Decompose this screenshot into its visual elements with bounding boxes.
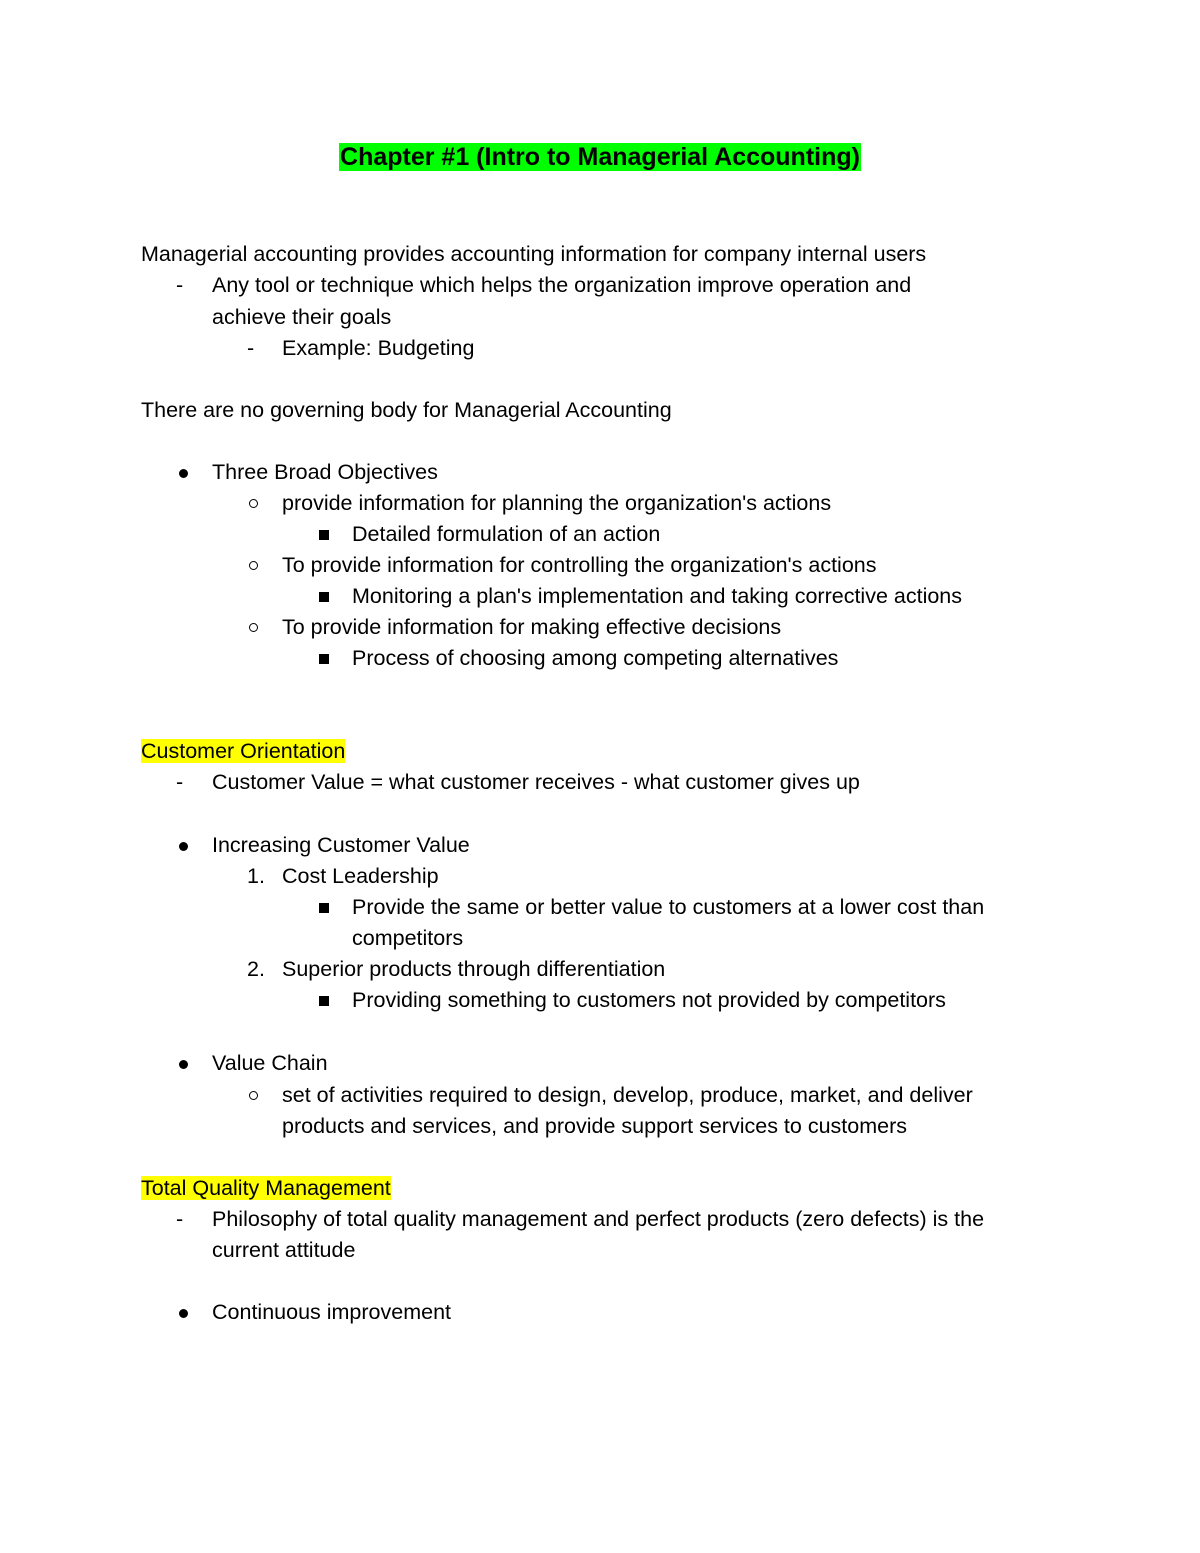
number-marker: 2. xyxy=(247,957,265,981)
bullet-square-icon xyxy=(319,592,329,602)
bullet-circle-icon xyxy=(249,623,258,632)
objectives-heading: Three Broad Objectives xyxy=(212,460,438,484)
bullet-circle-icon xyxy=(249,561,258,570)
bullet-disc-icon xyxy=(179,1060,188,1069)
continuous-improvement: Continuous improvement xyxy=(212,1300,452,1324)
dash-marker: - xyxy=(176,273,184,297)
bullet-disc-icon xyxy=(179,842,188,851)
cost-leadership-detail-line1: Provide the same or better value to customers at a lower cost than xyxy=(352,895,985,919)
value-chain: Value Chain xyxy=(212,1051,328,1075)
bullet-circle-icon xyxy=(249,1091,258,1100)
governing-paragraph: There are no governing body for Managerial Accounting xyxy=(141,398,672,422)
dash-marker: - xyxy=(247,336,255,360)
bullet-circle-icon xyxy=(249,499,258,508)
customer-value-definition: Customer Value = what customer receives - what customer gives up xyxy=(212,770,860,794)
differentiation-detail: Providing something to customers not provided by competitors xyxy=(352,988,946,1012)
customer-orientation-highlight: Customer Orientation xyxy=(141,739,346,763)
tqm-highlight: Total Quality Management xyxy=(141,1176,391,1200)
dash-marker: - xyxy=(176,1207,184,1231)
objective-subitem: Detailed formulation of an action xyxy=(352,522,661,546)
value-chain-detail-line2: products and services, and provide support services to customers xyxy=(282,1114,907,1138)
cost-leadership: Cost Leadership xyxy=(282,864,439,888)
page-title xyxy=(0,140,1200,174)
intro-paragraph: Managerial accounting provides accounting information for company internal users xyxy=(141,242,927,266)
number-marker: 1. xyxy=(247,864,265,888)
value-chain-detail-line1: set of activities required to design, develop, produce, market, and deliver xyxy=(282,1083,973,1107)
bullet-disc-icon xyxy=(179,1309,188,1318)
tqm-heading xyxy=(141,1174,391,1202)
objective-subitem: Process of choosing among competing alternatives xyxy=(352,646,839,670)
bullet-disc-icon xyxy=(179,469,188,478)
dash-marker: - xyxy=(176,770,184,794)
objective-item: provide information for planning the organization's actions xyxy=(282,491,832,515)
customer-orientation-heading xyxy=(141,737,345,765)
bullet-square-icon xyxy=(319,996,329,1006)
title-text: Chapter #1 (Intro to Managerial Accounting) xyxy=(340,143,860,171)
increasing-customer-value: Increasing Customer Value xyxy=(212,833,470,857)
objective-item: To provide information for controlling the organization's actions xyxy=(282,553,877,577)
bullet-square-icon xyxy=(319,903,329,913)
objective-item: To provide information for making effective decisions xyxy=(282,615,782,639)
objective-subitem: Monitoring a plan's implementation and taking corrective actions xyxy=(352,584,963,608)
differentiation: Superior products through differentiation xyxy=(282,957,666,981)
cost-leadership-detail-line2: competitors xyxy=(352,926,464,950)
intro-dash-item-line2: achieve their goals xyxy=(212,305,392,329)
intro-example: Example: Budgeting xyxy=(282,336,475,360)
intro-dash-item-line1: Any tool or technique which helps the organization improve operation and xyxy=(212,273,912,297)
bullet-square-icon xyxy=(319,654,329,664)
tqm-detail-line2: current attitude xyxy=(212,1238,356,1262)
tqm-detail-line1: Philosophy of total quality management and perfect products (zero defects) is the xyxy=(212,1207,985,1231)
bullet-square-icon xyxy=(319,530,329,540)
